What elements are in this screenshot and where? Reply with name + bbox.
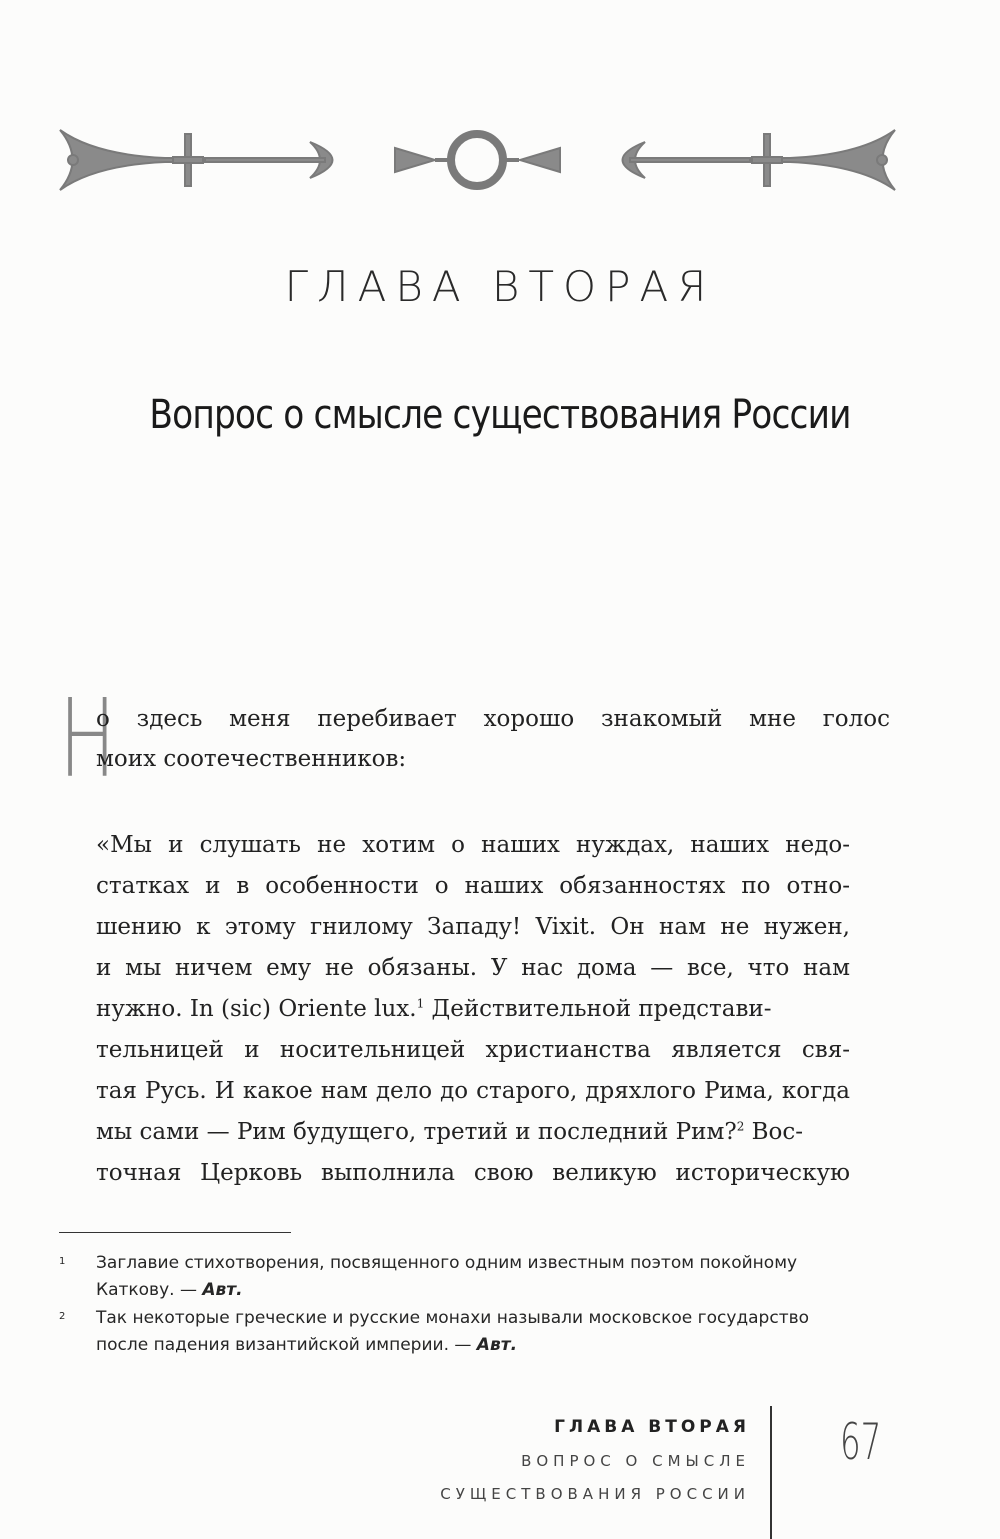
quote-line-6: тельницей и носительницей христианства является свя-: [96, 1037, 850, 1063]
chapter-label: ГЛАВА ВТОРАЯ: [284, 262, 716, 311]
running-head-title-1: ВОПРОС О СМЫСЛЕ: [521, 1452, 750, 1470]
footnote-line: Так некоторые греческие и русские монахи называли московское государство: [96, 1308, 810, 1328]
quote-line-2: статках и в особенности о наших обязанностях по отно-: [96, 873, 850, 899]
running-head-title-2: СУЩЕСТВОВАНИЯ РОССИИ: [440, 1485, 750, 1503]
footnote-text: [96, 1250, 896, 1304]
footnote-1: [59, 1250, 899, 1306]
quote-line-8a: мы сами — Рим будущего, третий и последний Рим?: [96, 1119, 737, 1145]
drop-cap: Н: [59, 677, 116, 802]
quote-line-3: шению к этому гнилому Западу! Vixit. Он нам не нужен,: [96, 914, 850, 940]
footnote-number: 2: [59, 1311, 66, 1322]
chapter-title: Вопрос о смысле существования России: [149, 392, 851, 438]
footnote-text: [96, 1305, 896, 1359]
footnote-2: [59, 1305, 899, 1361]
quote-line-1: «Мы и слушать не хотим о наших нуждах, наших недо-: [96, 832, 850, 858]
footnote-line: Каткову. —: [96, 1280, 203, 1300]
quote-line-8b: Вос-: [744, 1119, 804, 1145]
quote-line-5b: Действительной представи-: [424, 996, 772, 1022]
footnote-line: Заглавие стихотворения, посвященного одним известным поэтом покойному: [96, 1253, 798, 1273]
quote-line-7: тая Русь. И какое нам дело до старого, дряхлого Рима, когда: [96, 1078, 850, 1104]
chapter-ornament: [55, 120, 900, 200]
quote-line-5a: нужно. In (sic) Oriente lux.: [96, 996, 417, 1022]
footnote-author: Авт.: [476, 1335, 518, 1355]
running-head-divider: [770, 1406, 772, 1539]
footnote-author: Авт.: [202, 1280, 243, 1300]
footnote-ref-2[interactable]: 2: [736, 1119, 745, 1134]
footnote-rule: [59, 1232, 291, 1233]
quote-line-4: и мы ничем ему не обязаны. У нас дома — все, что нам: [96, 955, 850, 981]
page-number: 67: [840, 1413, 882, 1471]
intro-line-2: моих соотечественников:: [96, 746, 407, 772]
quote-line-5: [96, 996, 850, 1022]
quote-line-8: [96, 1119, 850, 1145]
footnote-number: 1: [59, 1256, 66, 1267]
running-head-chapter: ГЛАВА ВТОРАЯ: [554, 1417, 750, 1437]
footnote-line: после падения византийской империи. —: [96, 1335, 477, 1355]
quote-line-9: точная Церковь выполнила свою великую историческую: [96, 1160, 850, 1186]
footnote-ref-1[interactable]: 1: [416, 996, 425, 1011]
intro-line-1: о здесь меня перебивает хорошо знакомый мне голос: [96, 706, 890, 732]
